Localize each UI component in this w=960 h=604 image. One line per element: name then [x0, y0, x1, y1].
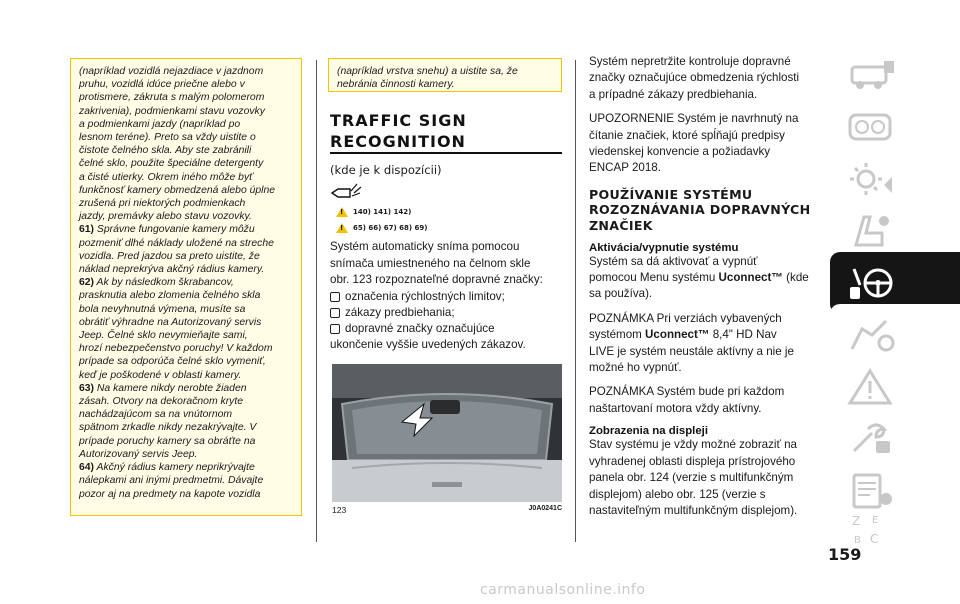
- text-line: (napríklad vozidlá nejazdiace v jazdnom: [79, 66, 264, 77]
- warning-continued-text: [79, 65, 293, 223]
- intro-paragraph: [330, 239, 562, 288]
- note-line: hrozí nebezpečenstvo poruchy! V každom: [79, 343, 273, 355]
- driving-icon: [846, 315, 898, 355]
- text-line: naštartovaní motora vždy aktívny.: [589, 401, 762, 415]
- note-line: vozidla. Pred jazdou sa preto uistite, že: [79, 250, 260, 262]
- note-paragraph: [589, 384, 825, 417]
- note-line: náklad neprekrýva akčný rádius kamery.: [79, 264, 265, 276]
- brand-name: Uconnect™: [645, 328, 710, 342]
- caution-triangle-icon: [336, 223, 348, 233]
- figure-code: J0A0241C: [528, 505, 562, 512]
- list-item-text: zákazy predbiehania;: [345, 305, 455, 319]
- text-line: čistote čelného skla. Aby ste zabránili: [79, 145, 252, 157]
- warning-refs: [330, 207, 562, 217]
- note-number: 63): [79, 382, 95, 394]
- figure-number: 123: [332, 505, 347, 515]
- bullet-icon: [330, 324, 340, 334]
- text-line: viedenskej konvencie a požiadavky: [589, 145, 771, 159]
- seat-icon: [846, 211, 898, 251]
- text-line: vyhradenej oblasti displeja prístrojového: [589, 454, 796, 468]
- warning-triangle-icon: [336, 207, 348, 217]
- text-line: čelné sklo, použite špeciálne detergenty: [79, 158, 264, 170]
- maintenance-icon: [846, 419, 898, 459]
- safety-steering-icon: [846, 263, 898, 303]
- note-number: 61): [79, 224, 95, 236]
- text-line: panela obr. 124 (verzie s multifunkčným: [589, 471, 794, 485]
- text-line: POZNÁMKA Systém bude pri každom: [589, 385, 785, 399]
- warning-note-61: [79, 223, 293, 276]
- text-line: jazdy, premávky alebo stavu vozovky.: [79, 211, 252, 223]
- text-line: Systém sa dá aktivovať a vypnúť: [589, 254, 758, 268]
- brand-name: Uconnect™: [718, 271, 783, 285]
- list-item: [330, 289, 562, 305]
- text-line: sa používa).: [589, 287, 653, 301]
- text-line: lesnom teréne). Preto sa vždy uistite o: [79, 132, 256, 144]
- text-span: pomocou Menu systému: [589, 271, 719, 285]
- text-line: Stav systému je vždy možné zobraziť na: [589, 438, 797, 452]
- figure-caption: [332, 505, 562, 515]
- text-line: snímača umiestneného na čelnom skle: [330, 256, 531, 270]
- index-icon: [846, 509, 898, 549]
- caution-refs: [330, 223, 562, 233]
- text-line: funkčnosť kamery obmedzená alebo úplne: [79, 184, 276, 196]
- warning-note-62: [79, 276, 293, 382]
- title-underline: [330, 152, 562, 154]
- text-line: možné ho vypnúť.: [589, 361, 682, 375]
- bullet-icon: [330, 308, 340, 318]
- usage-heading: [589, 187, 825, 234]
- note-line: prípade poruchy kamery sa obráťte na: [79, 435, 256, 447]
- notice-paragraph: [589, 111, 825, 177]
- text-line: displejom) alebo obr. 125 (verzie s: [589, 487, 766, 501]
- text-span: systémom: [589, 328, 646, 342]
- section-title: TRAFFIC SIGN: [330, 111, 467, 130]
- text-line: [589, 270, 825, 286]
- text-line: LIVE je systém neustále aktívny a nie je: [589, 344, 794, 358]
- svg-text:E: E: [872, 515, 879, 526]
- reference-numbers: 65) 66) 67) 68) 69): [353, 224, 428, 233]
- tech-data-icon: [846, 471, 898, 511]
- text-line: a podmienkami jazdy (napríklad po: [79, 118, 241, 130]
- heading-line: ROZOZNÁVANIA DOPRAVNÝCH: [589, 202, 811, 218]
- text-line: ukončenie vyššie uvedených zákazov.: [330, 338, 526, 352]
- warning-note-63: [79, 382, 293, 461]
- text-line: a čisté utierky. Okrem iného môže byť: [79, 171, 253, 183]
- text-span: (kde: [782, 271, 809, 285]
- note-number: 62): [79, 277, 95, 289]
- dashboard-icon: [846, 107, 898, 147]
- svg-text:C: C: [870, 532, 879, 546]
- text-line: pruhu, vozidlá idúce priečne alebo v: [79, 79, 245, 91]
- sign-list: [330, 289, 562, 354]
- note-line: pozmeniť dlhé náklady uložené na streche: [79, 237, 274, 249]
- note-line: Jeep. Čelné sklo nevymieňajte sami,: [79, 330, 248, 342]
- subheading: Zobrazenia na displeji: [589, 425, 708, 438]
- note-line: Správne fungovanie kamery môžu: [96, 224, 255, 236]
- text-line: protismere, zákruta s malým polomerom: [79, 92, 265, 104]
- watermark: carmanualsonline.info: [480, 582, 646, 598]
- text-line: Systém nepretržite kontroluje dopravné: [589, 55, 791, 68]
- note-line: nálepkami ani inými predmetmi. Dávajte: [79, 475, 264, 487]
- section-usage: [589, 54, 825, 519]
- note-line: pozor aj na predmety na kapote vozidla: [79, 488, 261, 500]
- bullet-icon: [330, 292, 340, 302]
- heading-line: ZNAČIEK: [589, 218, 653, 234]
- column-divider: [316, 60, 317, 542]
- text-line: zrušená pri niektorých podmienkach: [79, 198, 246, 210]
- text-line: (napríklad vrstva snehu) a uistite sa, že: [337, 66, 518, 77]
- text-line: Systém automaticky sníma pomocou: [330, 240, 520, 254]
- warning-box-col2: [328, 58, 562, 92]
- subheading: Aktivácia/vypnutie systému: [589, 241, 739, 254]
- text-line: čítanie značiek, ktoré spĺňajú predpisy: [589, 128, 785, 142]
- text-line: nastaviteľným multifunkčným displejom).: [589, 503, 798, 517]
- text-line: obr. 123 rozpoznateľné dopravné značky:: [330, 273, 543, 287]
- text-line: nebránia činnosti kamery.: [337, 79, 455, 91]
- text-span: 8,4" HD Nav: [709, 328, 777, 342]
- note-line: zásah. Otvory na dekoračnom kryte: [79, 396, 244, 408]
- list-item-text: označenia rýchlostných limitov;: [345, 289, 505, 303]
- note-paragraph: [589, 311, 825, 377]
- car-info-icon: [846, 55, 898, 95]
- windshield-camera-photo: [332, 364, 562, 502]
- text-line: ENCAP 2018.: [589, 161, 661, 175]
- availability-note: (kde je k dispozícii): [330, 163, 442, 177]
- note-line: obrátiť výhradne na Autorizovaný servis: [79, 316, 262, 328]
- note-line: Autorizovaný servis Jeep.: [79, 448, 198, 460]
- note-line: prasknutia alebo zlomenia čelného skla: [79, 290, 261, 302]
- breakdown-icon: [846, 367, 898, 407]
- warning-box-col1: [70, 58, 302, 516]
- list-item-text: dopravné značky označujúce: [345, 322, 495, 336]
- column-divider: [575, 60, 576, 542]
- text-line: UPOZORNENIE Systém je navrhnutý na: [589, 112, 799, 126]
- tab-index[interactable]: [830, 510, 960, 548]
- text-line: [589, 327, 825, 343]
- note-line: Na kamere nikdy nerobte žiaden: [96, 382, 247, 394]
- note-line: spätnom zrkadle nikdy nezakrývajte. V: [79, 422, 257, 434]
- lights-icon: [846, 159, 898, 199]
- camera-icon: [330, 181, 562, 205]
- list-item: [330, 321, 562, 337]
- section-title: RECOGNITION: [330, 132, 466, 151]
- text-line: a prípadné zákazy predbiehania.: [589, 87, 758, 101]
- note-line: Akčný rádius kamery neprikrývajte: [96, 462, 255, 474]
- heading-line: POUŽÍVANIE SYSTÉMU: [589, 186, 753, 202]
- text-line: zakrivenia), podmienkami stavu vozovky: [79, 105, 265, 117]
- note-number: 64): [79, 462, 95, 474]
- note-line: bola nevyhnutná výmena, musíte sa: [79, 303, 246, 315]
- list-item: [330, 305, 562, 321]
- reference-numbers: 140) 141) 142): [353, 208, 412, 217]
- warning-note-64: [79, 461, 293, 501]
- section-traffic-sign: [330, 110, 562, 354]
- text-line: značky označujúce obmedzenia rýchlosti: [589, 71, 800, 85]
- page-number: 159: [828, 545, 862, 564]
- note-line: Ak by následkom škrabancov,: [96, 277, 234, 289]
- svg-text:Z: Z: [852, 514, 861, 528]
- note-line: nachádzajúcom sa na vnútornom: [79, 409, 233, 421]
- text-line: POZNÁMKA Pri verziách vybavených: [589, 311, 782, 325]
- note-line: prípade sa odporúča čelné sklo vymeniť,: [79, 356, 266, 368]
- svg-text:B: B: [854, 535, 861, 546]
- note-line: keď je poškodené v oblasti kamery.: [79, 369, 242, 381]
